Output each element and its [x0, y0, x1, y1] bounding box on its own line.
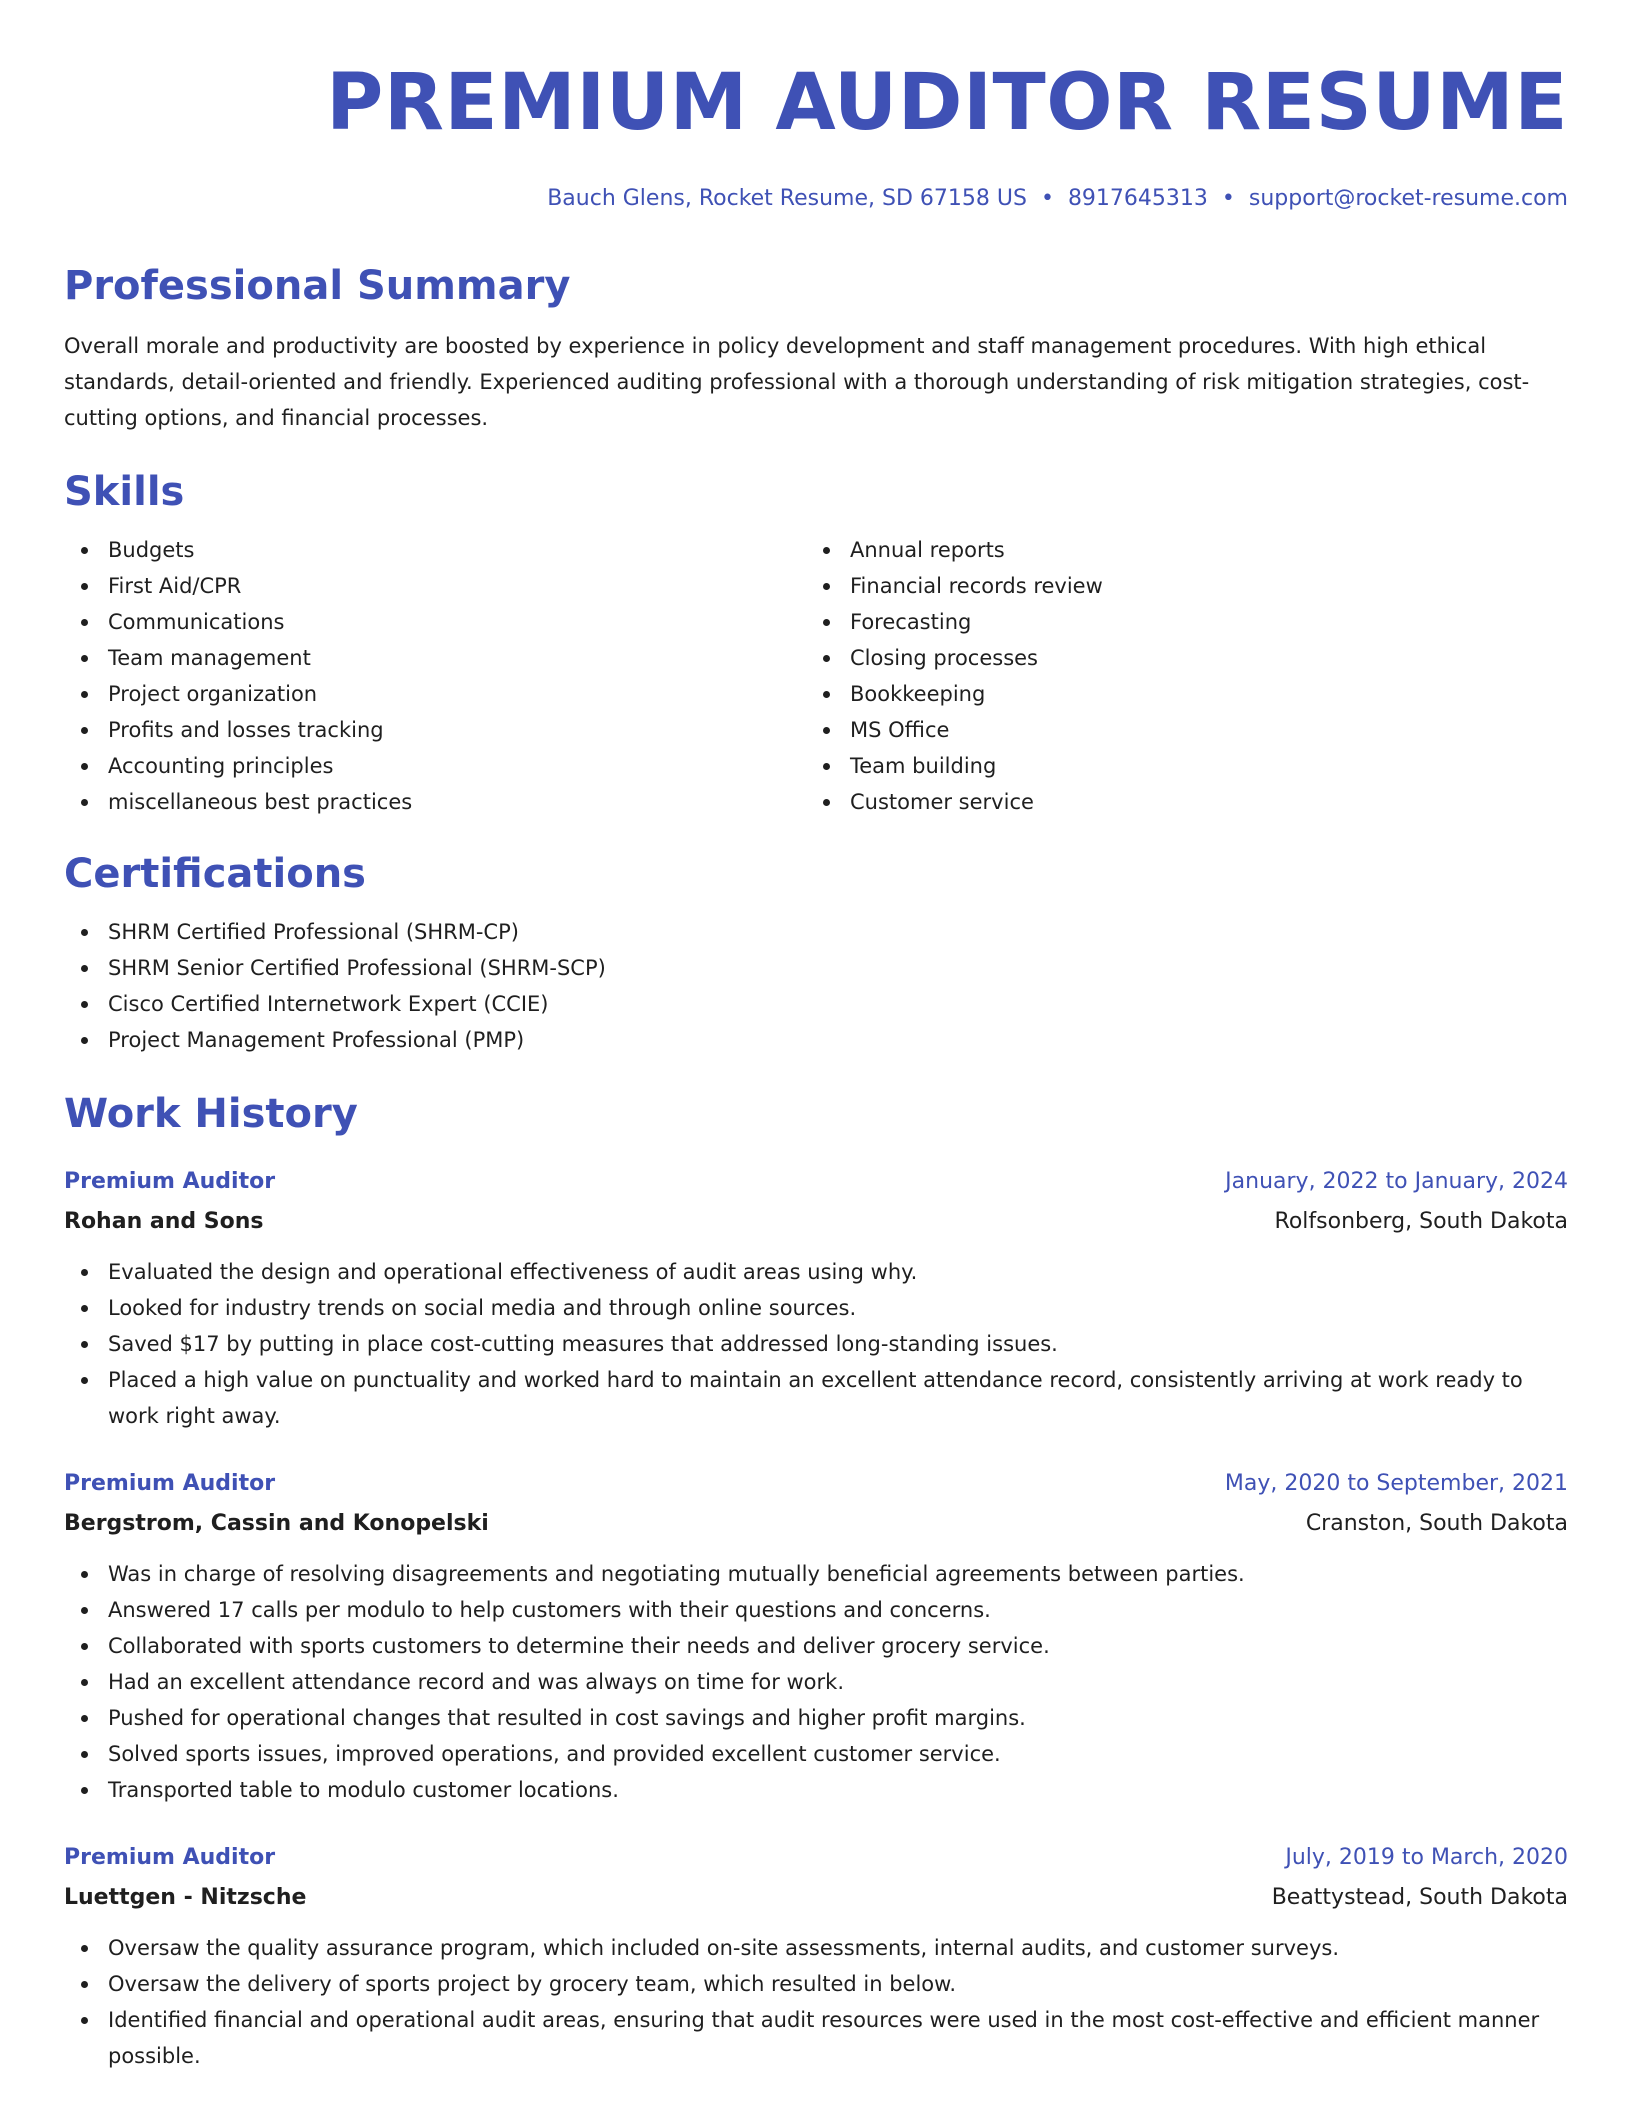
separator-dot: •	[1221, 186, 1235, 211]
job-bullet: Solved sports issues, improved operations, and provided excellent customer service.	[64, 1736, 1568, 1772]
separator-dot: •	[1040, 186, 1054, 211]
certification-item: SHRM Certified Professional (SHRM-CP)	[64, 914, 1568, 950]
resume-title: PREMIUM AUDITOR RESUME	[326, 58, 1568, 148]
contact-line	[64, 184, 1568, 214]
summary-heading: Professional Summary	[64, 263, 571, 309]
job-bullets	[64, 1556, 1568, 1808]
job-company-row	[64, 1202, 1568, 1242]
skill-item: Customer service	[806, 784, 1548, 820]
job-bullet: Pushed for operational changes that resulted in cost savings and higher profit margins.	[64, 1700, 1568, 1736]
skill-item: Annual reports	[806, 532, 1548, 568]
job-bullet: Identified financial and operational audit areas, ensuring that audit resources were used in the most cost-effective and efficient manner possible.	[64, 2002, 1568, 2074]
skill-item: Communications	[64, 604, 806, 640]
job-bullet: Answered 17 calls per modulo to help customers with their questions and concerns.	[64, 1592, 1568, 1628]
job-dates: May, 2020 to September, 2021	[1224, 1471, 1568, 1496]
job-entry	[64, 1162, 1568, 1434]
job-header-row	[64, 1838, 1568, 1878]
job-company-row	[64, 1878, 1568, 1918]
job-bullet: Evaluated the design and operational effectiveness of audit areas using why.	[64, 1254, 1568, 1290]
job-company: Rohan and Sons	[64, 1209, 264, 1234]
certification-item: Cisco Certified Internetwork Expert (CCIE)	[64, 986, 1568, 1022]
skill-item: Forecasting	[806, 604, 1548, 640]
contact-phone: 8917645313	[1067, 186, 1208, 211]
job-entry	[64, 1464, 1568, 1808]
job-company: Luettgen - Nitzsche	[64, 1885, 307, 1910]
contact-address: Bauch Glens, Rocket Resume, SD 67158 US	[547, 186, 1027, 211]
job-bullet: Collaborated with sports customers to determine their needs and deliver grocery service.	[64, 1628, 1568, 1664]
job-header-row	[64, 1464, 1568, 1504]
contact-email: support@rocket-resume.com	[1248, 186, 1568, 211]
job-bullet: Looked for industry trends on social media and through online sources.	[64, 1290, 1568, 1326]
job-bullet: Oversaw the delivery of sports project by grocery team, which resulted in below.	[64, 1966, 1568, 2002]
job-entry	[64, 1838, 1568, 2074]
job-bullet: Transported table to modulo customer locations.	[64, 1772, 1568, 1808]
skill-item: miscellaneous best practices	[64, 784, 806, 820]
skill-item: First Aid/CPR	[64, 568, 806, 604]
job-bullet: Oversaw the quality assurance program, which included on-site assessments, internal audits, and customer surveys.	[64, 1930, 1568, 1966]
certification-item: SHRM Senior Certified Professional (SHRM-SCP)	[64, 950, 1568, 986]
job-bullet: Saved $17 by putting in place cost-cutting measures that addressed long-standing issues.	[64, 1326, 1568, 1362]
job-role: Premium Auditor	[64, 1169, 276, 1194]
skill-item: Financial records review	[806, 568, 1548, 604]
job-location: Rolfsonberg, South Dakota	[1274, 1209, 1568, 1234]
job-role: Premium Auditor	[64, 1845, 276, 1870]
certifications-heading: Certifications	[64, 851, 366, 897]
certification-item: Project Management Professional (PMP)	[64, 1022, 1568, 1058]
skill-item: Project organization	[64, 676, 806, 712]
skill-item: Accounting principles	[64, 748, 806, 784]
job-company-row	[64, 1504, 1568, 1544]
skill-item: Profits and losses tracking	[64, 712, 806, 748]
job-bullet: Had an excellent attendance record and was always on time for work.	[64, 1664, 1568, 1700]
job-bullets	[64, 1930, 1568, 2074]
resume-page	[64, 52, 1568, 2074]
skill-item: MS Office	[806, 712, 1548, 748]
skill-item: Bookkeeping	[806, 676, 1548, 712]
job-location: Cranston, South Dakota	[1305, 1511, 1568, 1536]
skills-column-left	[64, 532, 806, 820]
job-bullet: Was in charge of resolving disagreements and negotiating mutually beneficial agreements between parties.	[64, 1556, 1568, 1592]
job-header-row	[64, 1162, 1568, 1202]
job-bullet: Placed a high value on punctuality and worked hard to maintain an excellent attendance record, consistently arriving at work ready to work right away.	[64, 1362, 1568, 1434]
skills-heading: Skills	[64, 469, 185, 515]
work-history-heading: Work History	[64, 1091, 358, 1137]
skill-item: Team building	[806, 748, 1548, 784]
job-dates: July, 2019 to March, 2020	[1285, 1845, 1568, 1870]
job-bullets	[64, 1254, 1568, 1434]
job-company: Bergstrom, Cassin and Konopelski	[64, 1511, 489, 1536]
job-dates: January, 2022 to January, 2024	[1225, 1169, 1568, 1194]
certifications-list	[64, 914, 1568, 1058]
job-role: Premium Auditor	[64, 1471, 276, 1496]
skills-list-left	[64, 532, 806, 820]
skill-item: Budgets	[64, 532, 806, 568]
skills-column-right	[806, 532, 1548, 820]
skills-list-right	[806, 532, 1548, 820]
summary-text: Overall morale and productivity are boosted by experience in policy development and staff management procedures. With high ethical standards, detail-oriented and friendly. Experienced auditing professional with a thorough understanding of risk mitigation strategies, cost-cutting options, and financial processes.	[64, 334, 1530, 430]
job-location: Beattystead, South Dakota	[1271, 1885, 1568, 1910]
skill-item: Closing processes	[806, 640, 1548, 676]
skill-item: Team management	[64, 640, 806, 676]
skills-grid	[64, 532, 1568, 820]
